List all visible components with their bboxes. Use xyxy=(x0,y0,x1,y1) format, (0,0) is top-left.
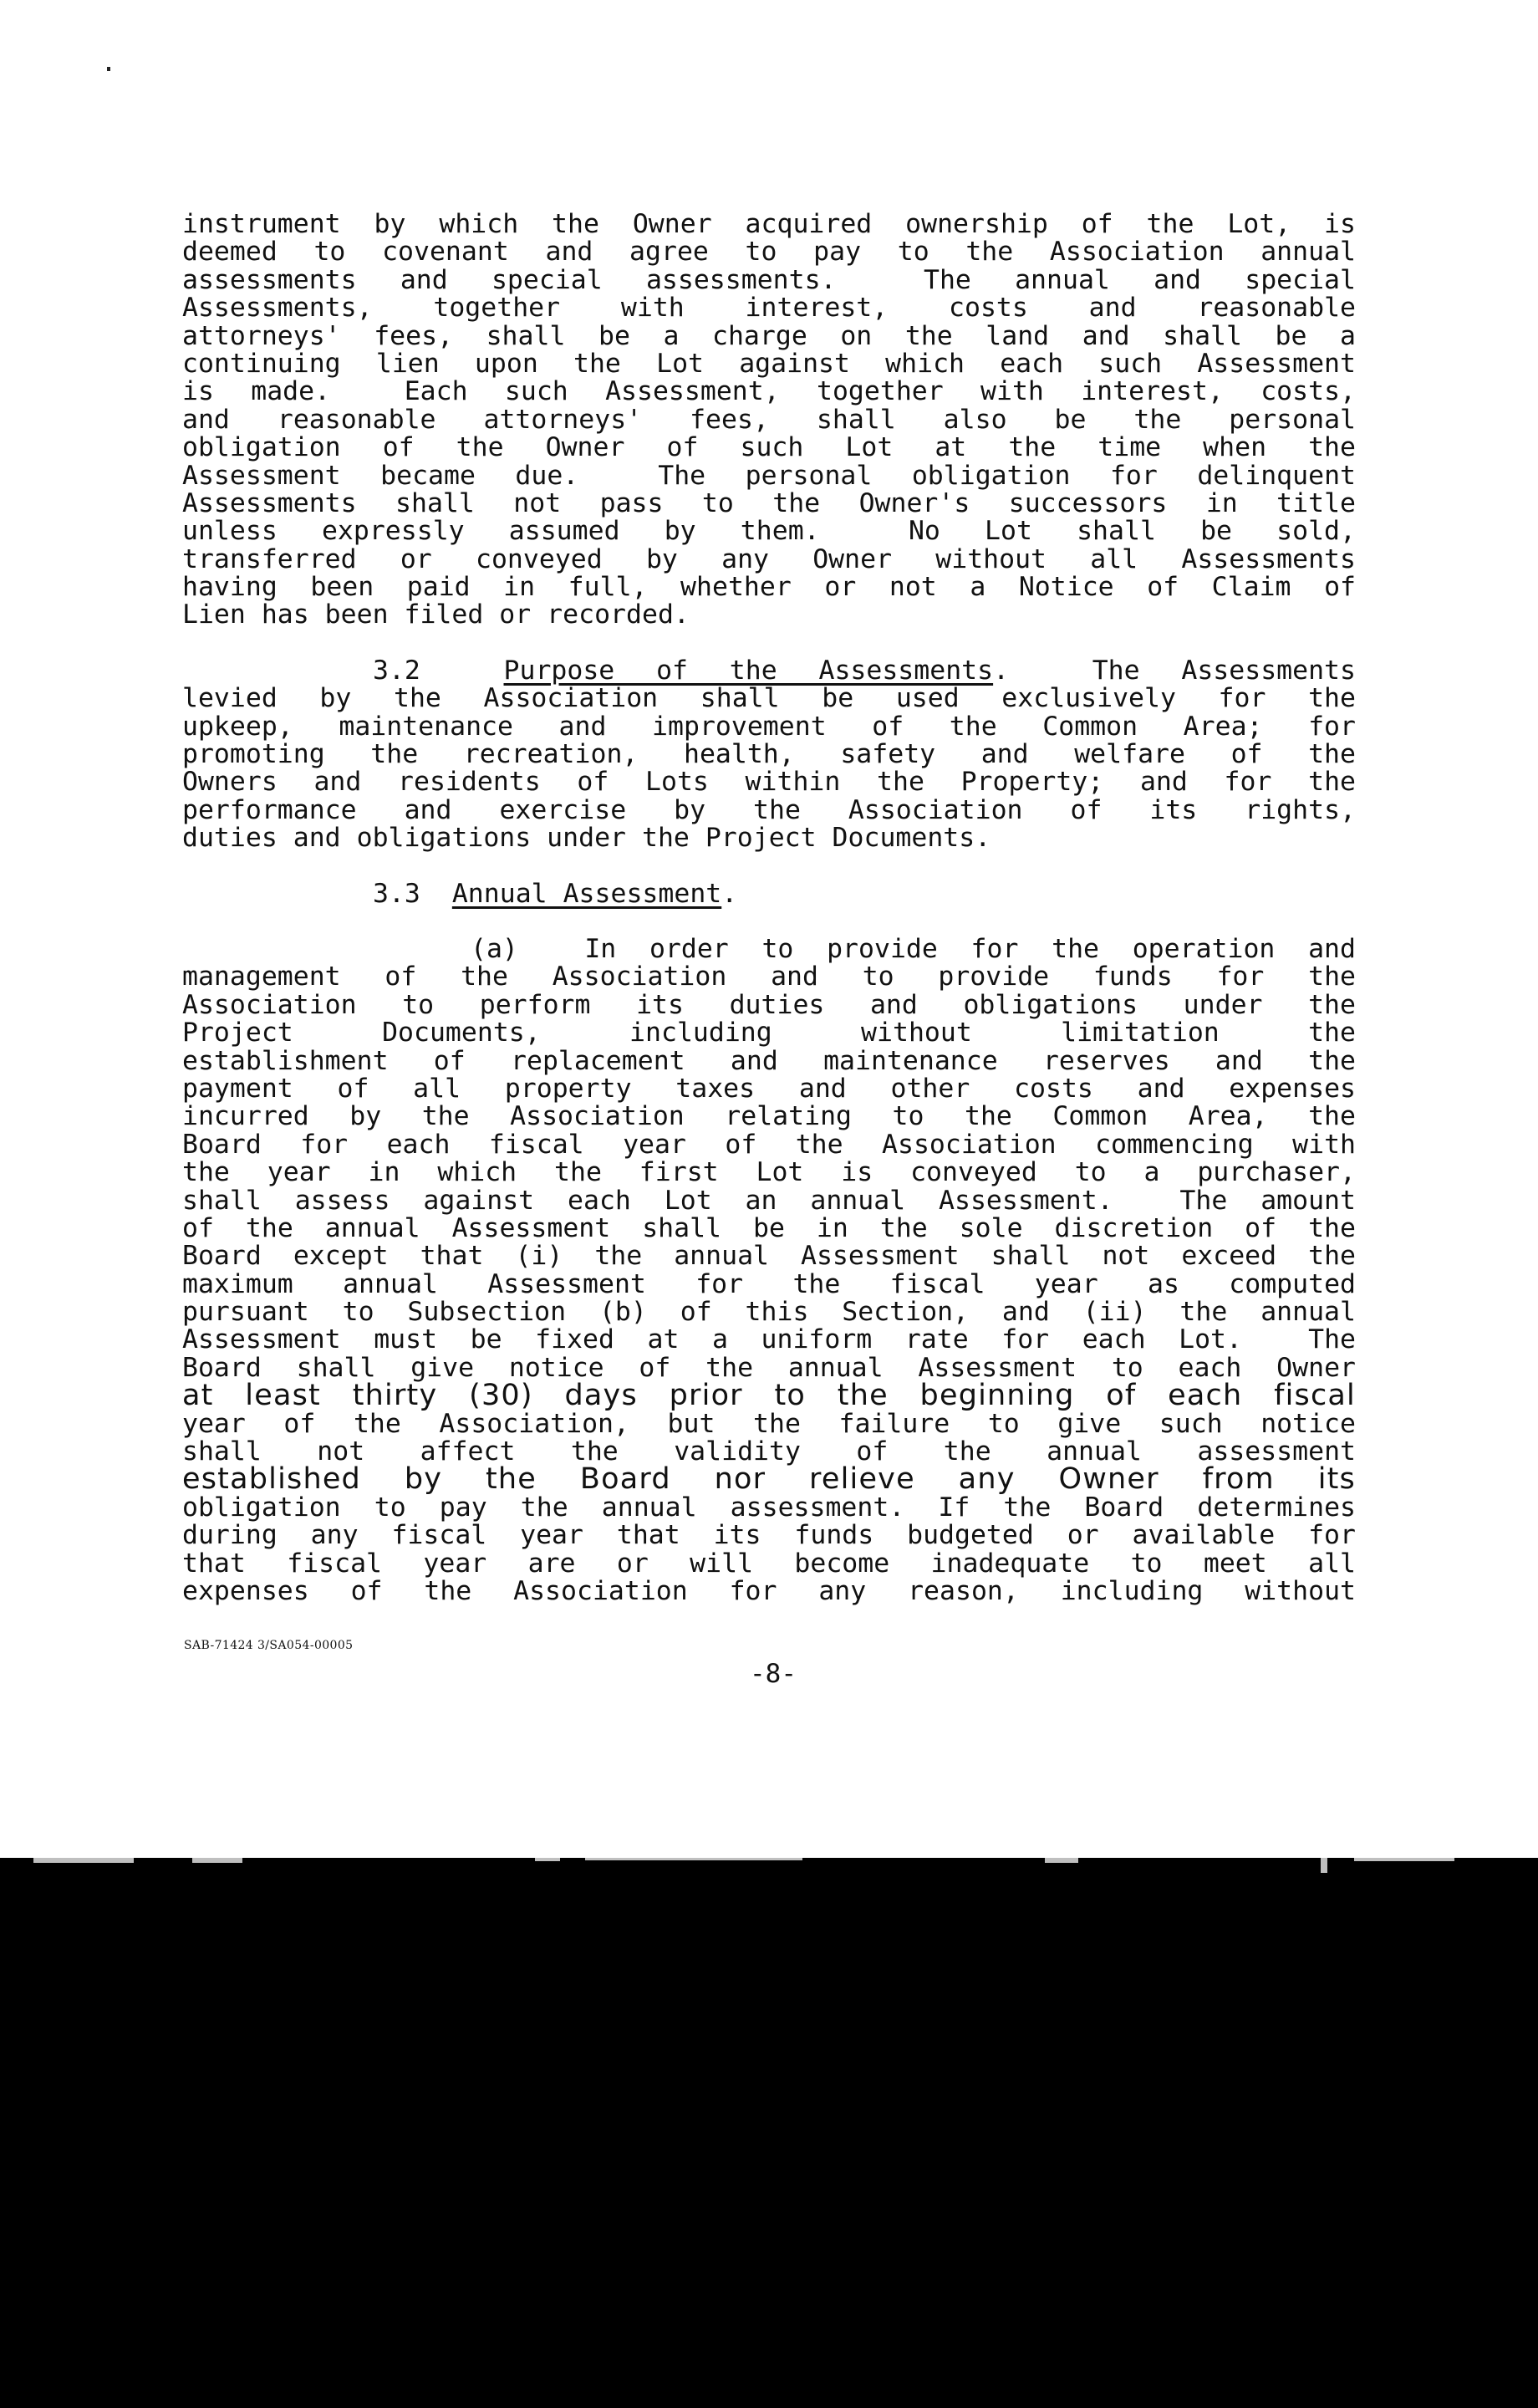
scan-noise xyxy=(192,1858,242,1863)
text-line: payment of all property taxes and other costs and expenses xyxy=(182,1073,1356,1104)
section-3-2-heading-line xyxy=(182,657,1356,685)
text-line: levied by the Association shall be used exclusively for the xyxy=(182,683,1356,714)
text-line: the year in which the first Lot is conveyed to a purchaser, xyxy=(182,1157,1356,1188)
text-line: Association to perform its duties and obligations under the xyxy=(182,989,1356,1020)
text-line: continuing lien upon the Lot against which each such Assessment xyxy=(182,348,1356,379)
heading-punctuation: . xyxy=(993,655,1010,686)
text-line: pursuant to Subsection (b) of this Section, and (ii) the annual xyxy=(182,1297,1356,1328)
text-line: during any fiscal year that its funds budgeted or available for xyxy=(182,1520,1356,1551)
text-line: established by the Board nor relieve any Owner from its xyxy=(182,1462,1356,1497)
text-line: instrument by which the Owner acquired ownership of the Lot, is xyxy=(182,209,1356,239)
text-line: at least thirty (30) days prior to the beginning of each fiscal xyxy=(182,1379,1356,1413)
text-line: Board for each fiscal year of the Association commencing with xyxy=(182,1129,1356,1160)
text-line: year of the Association, but the failure to give such notice xyxy=(182,1408,1356,1439)
section-3-3-heading-line xyxy=(182,880,1356,908)
text-line: attorneys' fees, shall be a charge on the land and shall be a xyxy=(182,320,1356,351)
text-line: performance and exercise by the Association of its rights, xyxy=(182,794,1356,825)
text-line: shall not affect the validity of the annual assessment xyxy=(182,1436,1356,1467)
text-line: Owners and residents of Lots within the Property; and for the xyxy=(182,767,1356,798)
section-3-3 xyxy=(182,880,1356,908)
scan-black-border xyxy=(0,1858,1538,2408)
text-line: expenses of the Association for any reason, including without xyxy=(182,1575,1356,1606)
text-line: transferred or conveyed by any Owner without all Assessments xyxy=(182,543,1356,574)
text-line: Lien has been filed or recorded. xyxy=(182,599,690,630)
text-line: Project Documents, including without limitation the xyxy=(182,1018,1356,1048)
paragraph-assessment-lien xyxy=(182,211,1356,630)
section-number: 3.3 xyxy=(373,878,420,909)
text-line: obligation to pay the annual assessment. If the Board determines xyxy=(182,1492,1356,1523)
text-line: upkeep, maintenance and improvement of the Common Area; for xyxy=(182,711,1356,742)
text-line: promoting the recreation, health, safety and welfare of the xyxy=(182,739,1356,770)
scan-noise xyxy=(1045,1858,1078,1863)
scan-noise xyxy=(33,1858,134,1863)
text-line: obligation of the Owner of such Lot at the time when the xyxy=(182,432,1356,463)
text-line: having been paid in full, whether or not a Notice of Claim of xyxy=(182,572,1356,603)
scan-noise xyxy=(585,1858,802,1860)
document-footer-id: SAB-71424 3/SA054-00005 xyxy=(184,1639,354,1652)
text-line: Assessments, together with interest, costs and reasonable xyxy=(182,293,1356,324)
text-line: Assessments shall not pass to the Owner's successors in title xyxy=(182,487,1356,518)
text-line: management of the Association and to provide funds for the xyxy=(182,962,1356,992)
section-heading: Purpose of the Assessments xyxy=(503,655,994,686)
scan-noise xyxy=(535,1858,560,1861)
text-line: establishment of replacement and maintenance reserves and the xyxy=(182,1045,1356,1076)
text-line: maximum annual Assessment for the fiscal year as computed xyxy=(182,1268,1356,1299)
text-line: incurred by the Association relating to the Common Area, the xyxy=(182,1101,1356,1132)
text-line: Assessment became due. The personal obligation for delinquent xyxy=(182,460,1356,491)
scan-noise xyxy=(1354,1858,1454,1861)
text-line: and reasonable attorneys' fees, shall also be the personal xyxy=(182,404,1356,435)
text-line: deemed to covenant and agree to pay to the Association annual xyxy=(182,237,1356,268)
section-number: 3.2 xyxy=(373,655,420,686)
heading-punctuation: . xyxy=(721,878,738,909)
text-line: shall assess against each Lot an annual Assessment. The amount xyxy=(182,1185,1356,1216)
text-run: The Assessments xyxy=(1092,655,1356,686)
subsection-a xyxy=(182,933,1356,1606)
section-3-2 xyxy=(182,657,1356,853)
text-line: Board except that (i) the annual Assessment shall not exceed the xyxy=(182,1241,1356,1272)
text-line: assessments and special assessments. The annual and special xyxy=(182,264,1356,295)
text-line: Assessment must be fixed at a uniform rate for each Lot. The xyxy=(182,1324,1356,1355)
page-number: -8- xyxy=(750,1659,797,1689)
scan-noise xyxy=(1321,1858,1327,1873)
text-run: In order to provide for the operation and xyxy=(584,933,1356,964)
text-line: of the annual Assessment shall be in the sole discretion of the xyxy=(182,1212,1356,1243)
section-heading: Annual Assessment xyxy=(451,878,722,909)
text-line: that fiscal year are or will become inadequate to meet all xyxy=(182,1548,1356,1579)
text-line: duties and obligations under the Project Documents. xyxy=(182,823,991,854)
subsection-label: (a) xyxy=(471,933,518,964)
text-line: unless expressly assumed by them. No Lot shall be sold, xyxy=(182,516,1356,547)
text-line: Board shall give notice of the annual Assessment to each Owner xyxy=(182,1352,1356,1383)
subsection-a-first-line xyxy=(182,933,1356,964)
document-body xyxy=(182,211,1356,1605)
text-line: is made. Each such Assessment, together with interest, costs, xyxy=(182,376,1356,407)
scan-speck xyxy=(107,67,110,71)
